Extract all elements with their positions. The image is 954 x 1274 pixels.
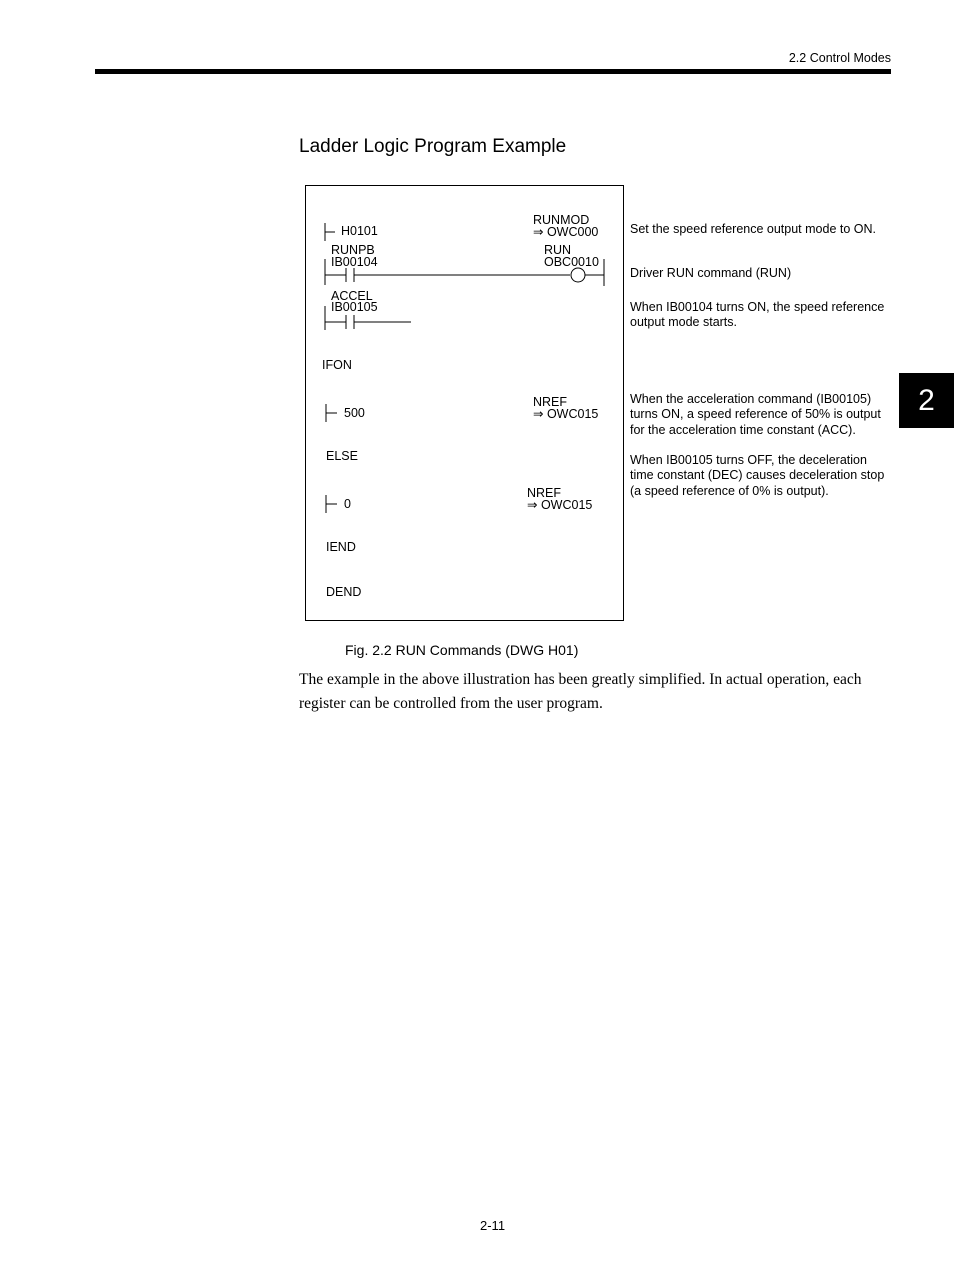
ladder-run-label: RUN (544, 243, 572, 257)
ladder-runpb-addr: IB00104 (331, 255, 378, 269)
header-rule (95, 69, 891, 74)
annotation-runmod: Set the speed reference output mode to ON. (630, 222, 876, 236)
ladder-else: ELSE (326, 449, 358, 463)
ladder-runmod-label: RUNMOD (533, 213, 590, 227)
figure-caption: Fig. 2.2 RUN Commands (DWG H01) (345, 642, 579, 658)
annotation-run: Driver RUN command (RUN) (630, 266, 792, 280)
running-header: 2.2 Control Modes (788, 51, 891, 65)
body-paragraph: The example in the above illustration has been greatly simplified. In actual operation, each register can be controlled from the user program. (299, 671, 862, 712)
ladder-runpb-label: RUNPB (331, 243, 375, 257)
chapter-tab: 2 (899, 373, 954, 428)
section-title: Ladder Logic Program Example (299, 136, 567, 157)
ladder-ifon: IFON (322, 358, 352, 372)
ladder-nref-label-1: NREF (533, 395, 568, 409)
annotation-accel-off: When IB00105 turns OFF, the deceleration time constant (DEC) causes deceleration stop (a speed reference of 0% is output). (630, 453, 885, 498)
ladder-accel-label: ACCEL (331, 289, 373, 303)
ladder-nref-label-2: NREF (527, 486, 562, 500)
page-number: 2-11 (480, 1218, 506, 1233)
run-coil-icon (571, 268, 585, 282)
ladder-runmod-reg: ⇒ OWC000 (533, 225, 599, 239)
annotation-accel-on: When the acceleration command (IB00105) turns ON, a speed reference of 50% is output for the acceleration time constant (ACC). (630, 392, 881, 437)
ladder-nref-reg-2: ⇒ OWC015 (527, 498, 593, 512)
ladder-const-500: 500 (344, 406, 365, 420)
ladder-iend: IEND (326, 540, 356, 554)
annotation-ib00104: When IB00104 turns ON, the speed reference output mode starts. (630, 300, 885, 330)
ladder-const-0: 0 (344, 497, 351, 511)
ladder-nref-reg-1: ⇒ OWC015 (533, 407, 599, 421)
ladder-const-h0101: H0101 (341, 224, 378, 238)
ladder-run-addr: OBC0010 (544, 255, 599, 269)
ladder-dend: DEND (326, 585, 362, 599)
ladder-accel-addr: IB00105 (331, 300, 378, 314)
